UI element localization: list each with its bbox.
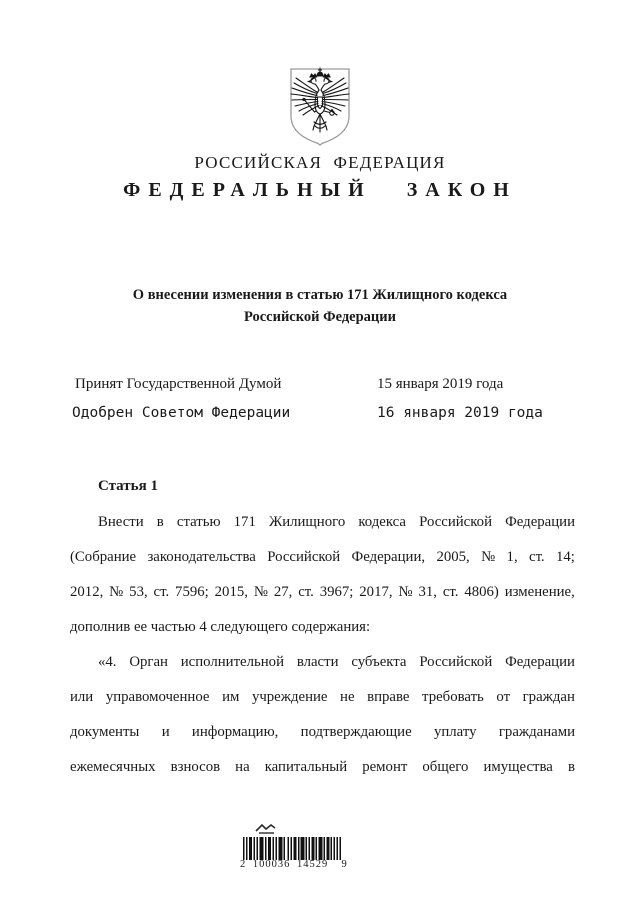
body-line: Внести в статью 171 Жилищного кодекса Российской Федерации	[98, 514, 575, 530]
country-name: РОССИЙСКАЯ ФЕДЕРАЦИЯ	[194, 153, 446, 172]
article-heading: Статья 1	[98, 478, 158, 494]
adopted-by-duma-date: 15 января 2019 года	[377, 376, 504, 392]
approved-by-council-date: 16 января 2019 года	[377, 405, 543, 421]
law-title-line-1: О внесении изменения в статью 171 Жилищного кодекса	[132, 287, 508, 303]
adopted-by-duma-label: Принят Государственной Думой	[75, 376, 282, 392]
body-line: дополнив ее частью 4 следующего содержания:	[70, 619, 371, 635]
law-title-line-2: Российской Федерации	[243, 309, 396, 325]
article-body	[70, 505, 575, 785]
body-line: документы и информацию, подтверждающие уплату гражданами	[70, 724, 575, 740]
barcode-mark-icon	[254, 822, 278, 835]
law-title	[70, 284, 570, 328]
body-line: ежемесячных взносов на капитальный ремонт общего имущества в	[70, 759, 575, 775]
barcode-bars-icon	[243, 837, 343, 860]
body-line: «4. Орган исполнительной власти субъекта Российской Федерации	[98, 654, 575, 670]
coat-of-arms-icon	[286, 66, 354, 148]
body-line: 2012, № 53, ст. 7596; 2015, № 27, ст. 3967; 2017, № 31, ст. 4806) изменение,	[70, 584, 575, 600]
body-line: или управомоченное им учреждение не вправе требовать от граждан	[70, 689, 575, 705]
approved-by-council-label: Одобрен Советом Федерации	[72, 405, 291, 421]
barcode-digits: 2 100036 14529 9	[240, 859, 348, 870]
document-type: ФЕДЕРАЛЬНЫЙ ЗАКОН	[123, 179, 517, 201]
body-line: (Собрание законодательства Российской Федерации, 2005, № 1, ст. 14;	[70, 549, 575, 565]
